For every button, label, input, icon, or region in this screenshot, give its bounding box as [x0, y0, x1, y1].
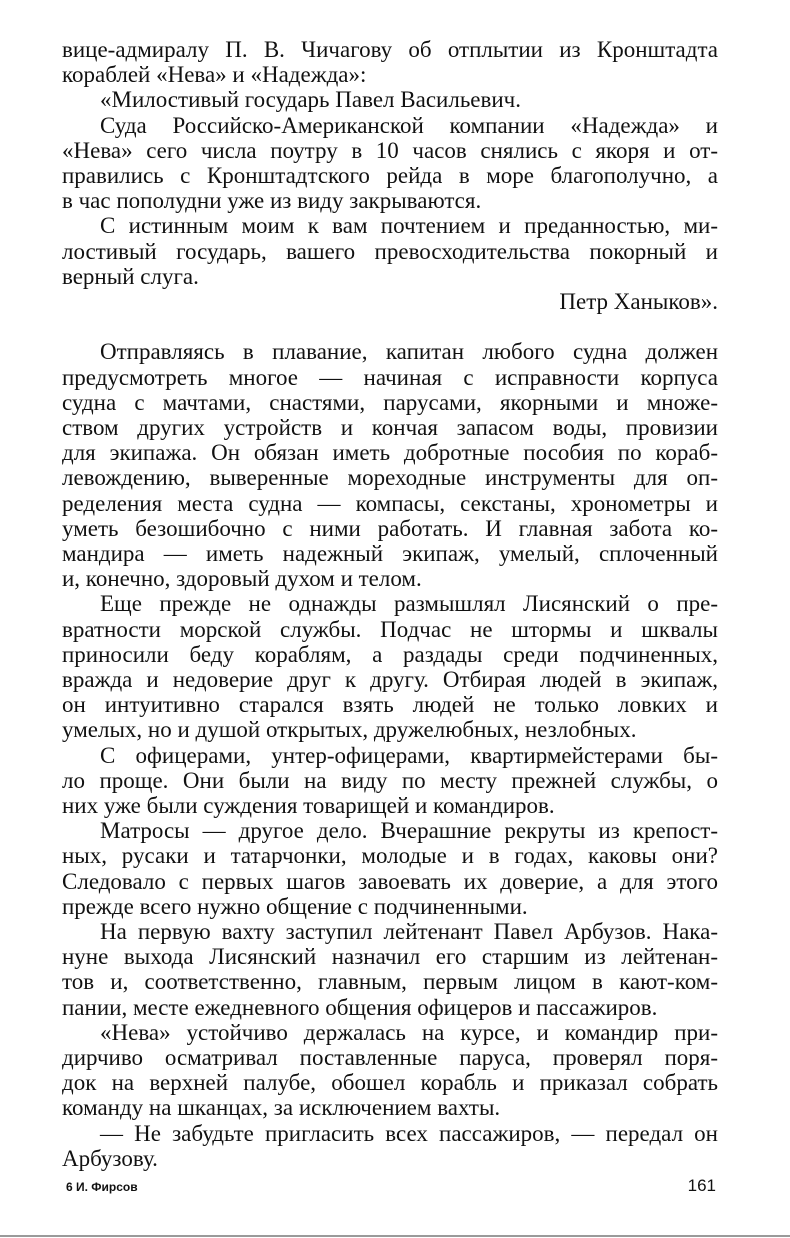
- letter-paragraph-line: «Милостивый государь Павел Васильевич.: [100, 87, 521, 113]
- narrative-paragraph-line: С офицерами, унтер-офицерами, квартирмейстерами бы-: [100, 742, 718, 768]
- narrative-paragraph-line: пании, месте ежедневного общения офицеров и пассажиров.: [62, 994, 658, 1020]
- narrative-paragraph-line: приносили беду кораблям, а раздады среди подчиненных,: [62, 641, 718, 667]
- narrative-paragraph-line: док на верхней палубе, обошел корабль и приказал собрать: [62, 1070, 718, 1096]
- narrative-paragraph-line: Еще прежде не однажды размышлял Лисянский о пре-: [100, 591, 718, 617]
- narrative-paragraph-line: На первую вахту заступил лейтенант Павел Арбузов. Нака-: [100, 919, 718, 944]
- narrative-paragraph-line: команду на шканцах, за исключением вахты.: [62, 1095, 501, 1121]
- narrative-paragraph-line: левождению, выверенные мореходные инструменты для оп-: [62, 465, 718, 491]
- narrative-paragraph-line: дирчиво осматривал поставленные паруса, проверял поря-: [62, 1045, 718, 1070]
- narrative-paragraph-line: Отправляясь в плавание, капитан любого судна должен: [100, 339, 718, 365]
- narrative-paragraph-line: ределения места судна — компасы, секстаны, хронометры и: [62, 490, 718, 516]
- narrative-paragraph-line: для экипажа. Он обязан иметь добротные пособия по кораб-: [62, 440, 718, 466]
- narrative-paragraph-line: судна с мачтами, снастями, парусами, якорными и множе-: [62, 389, 718, 415]
- narrative-paragraph-line: ло проще. Они были на виду по месту прежней службы, о: [62, 767, 718, 793]
- printer-signature-mark: 6 И. Фирсов: [66, 1180, 138, 1194]
- narrative-paragraph-line: — Не забудьте пригласить всех пассажиров, — передал он: [100, 1120, 718, 1146]
- narrative-paragraph-line: Арбузову.: [62, 1145, 158, 1171]
- narrative-paragraph-line: мандира — иметь надежный экипаж, умелый, сплоченный: [62, 541, 718, 566]
- letter-paragraph-line: лостивый государь, вашего превосходительства покорный и: [62, 238, 718, 264]
- narrative-paragraph-line: умелых, но и душой открытых, дружелюбных, незлобных.: [62, 717, 637, 743]
- letter-paragraph-line: С истинным моим к вам почтением и преданностью, ми-: [100, 213, 718, 239]
- page-bottom-edge: [0, 1235, 790, 1237]
- narrative-paragraph-line: прежде всего нужно общение с подчиненными.: [62, 893, 528, 919]
- narrative-paragraph-line: тов и, соответственно, главным, первым лицом в кают-ком-: [62, 969, 718, 995]
- narrative-paragraph-line: нуне выхода Лисянский назначил его старшим из лейтенан-: [62, 944, 718, 970]
- letter-paragraph-line: в час пополудни уже из виду закрываются.: [62, 188, 482, 214]
- narrative-paragraph-line: вратности морской службы. Подчас не штормы и шквалы: [62, 616, 718, 642]
- narrative-paragraph-line: «Нева» устойчиво держалась на курсе, и командир при-: [100, 1019, 718, 1045]
- letter-signature: Петр Ханыков».: [559, 289, 718, 314]
- narrative-paragraph-line: вражда и недоверие друг к другу. Отбирая людей в экипаж,: [62, 667, 718, 692]
- narrative-paragraph-line: предусмотреть многое — начиная с исправности корпуса: [62, 364, 718, 390]
- page-number: 161: [687, 1176, 716, 1195]
- narrative-paragraph-line: и, конечно, здоровый духом и телом.: [62, 566, 422, 592]
- letter-paragraph-line: Суда Российско-Американской компании «Надежда» и: [100, 112, 718, 138]
- letter-paragraph-line: «Нева» сего числа поутру в 10 часов снялись с якоря и от-: [62, 137, 718, 163]
- narrative-paragraph-line: ством других устройств и кончая запасом воды, провизии: [62, 415, 718, 440]
- letter-paragraph-line: верный слуга.: [62, 263, 199, 289]
- narrative-paragraph-line: Матросы — другое дело. Вчерашние рекруты из крепост-: [100, 818, 718, 844]
- narrative-paragraph-line: ных, русаки и татарчонки, молодые и в годах, каковы они?: [62, 843, 718, 869]
- letter-paragraph-line: правились с Кронштадтского рейда в море благополучно, а: [62, 163, 718, 188]
- narrative-paragraph-line: Следовало с первых шагов завоевать их доверие, а для этого: [62, 868, 718, 894]
- letter-paragraph-line: вице-адмиралу П. В. Чичагову об отплытии из Кронштадта: [62, 37, 718, 62]
- narrative-paragraph-line: них уже были суждения товарищей и командиров.: [62, 793, 555, 818]
- letter-paragraph-line: кораблей «Нева» и «Надежда»:: [62, 62, 367, 88]
- narrative-paragraph-line: уметь безошибочно с ними работать. И главная забота ко-: [62, 515, 718, 541]
- narrative-paragraph-line: он интуитивно старался взять людей не только ловких и: [62, 692, 718, 718]
